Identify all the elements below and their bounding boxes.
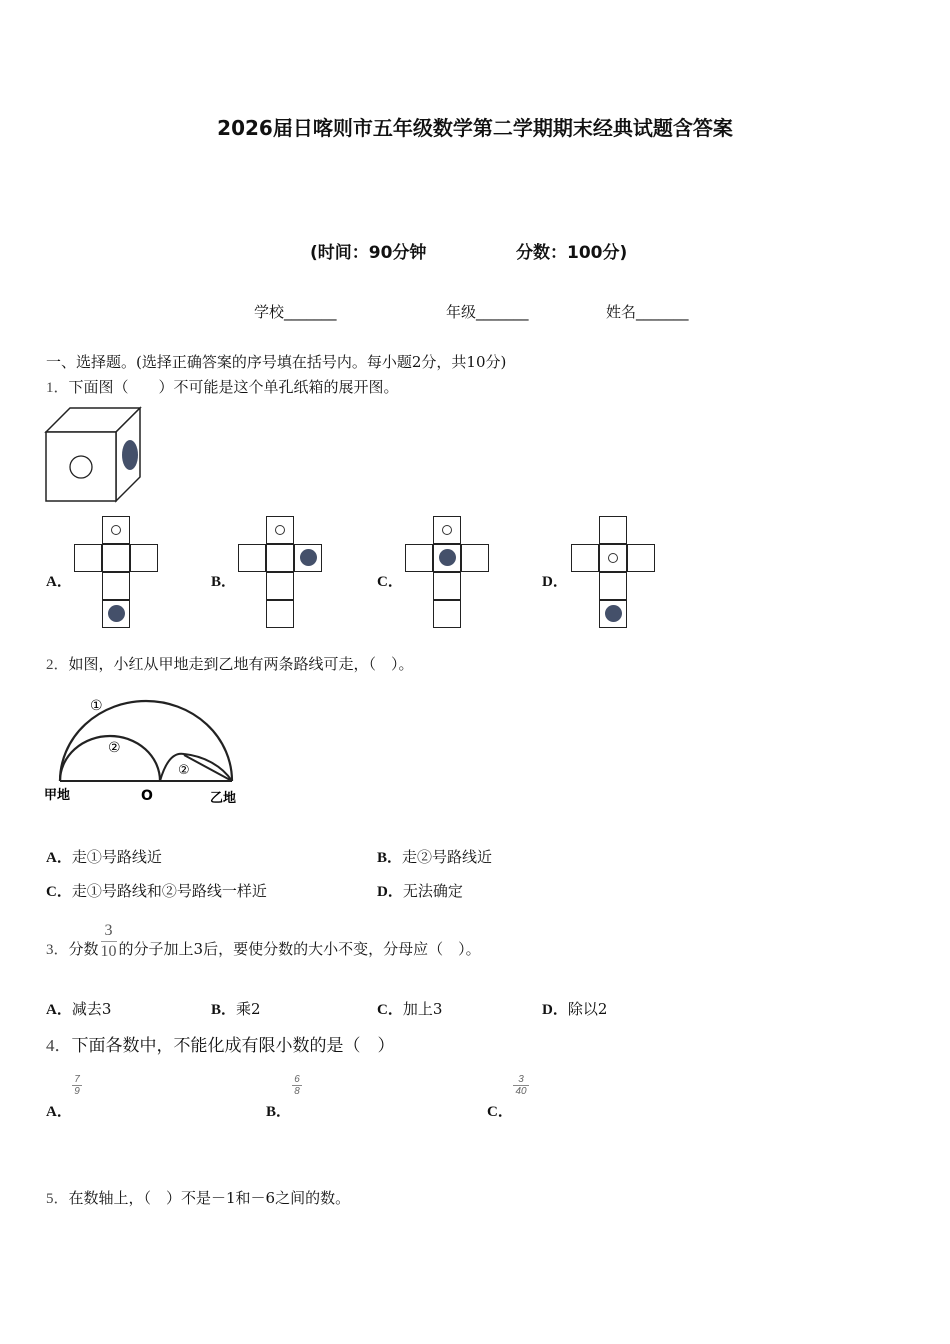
net-a: [74, 516, 158, 628]
question-text: 的分子加上3后，要使分数的大小不变，分母应（ ）。: [118, 940, 481, 958]
section-heading: 一、选择题。(选择正确答案的序号填在括号内。每小题2分，共10分): [46, 353, 507, 371]
question-1: [46, 376, 399, 397]
q4-fraction-c: 3 40: [513, 1074, 529, 1097]
q3-option-b[interactable]: B．乘2: [211, 1000, 261, 1018]
center-label: O: [141, 788, 153, 804]
page-title: 2026届日喀则市五年级数学第二学期期末经典试题含答案: [217, 116, 733, 140]
cube-figure: [44, 405, 144, 505]
end-label: 乙地: [210, 791, 237, 806]
grade-field[interactable]: 年级_______: [446, 303, 529, 321]
solid-dot-icon: [108, 605, 125, 622]
route-1-label: ①: [90, 698, 103, 714]
route-2-label: ②: [108, 740, 121, 756]
q3-option-c[interactable]: C．加上3: [377, 1000, 443, 1018]
question-text: 下面图（ ）不可能是这个单孔纸箱的展开图。: [68, 378, 399, 396]
question-4: [46, 1031, 395, 1056]
hollow-circle-icon: [608, 553, 618, 563]
solid-dot-icon: [439, 549, 456, 566]
q4-option-c[interactable]: C．: [487, 1104, 513, 1120]
q2-option-a[interactable]: A．走①号路线近: [46, 848, 162, 866]
question-number: 4．: [46, 1036, 72, 1055]
net-d: [571, 516, 655, 628]
route-2-label-small: ②: [178, 763, 190, 778]
hollow-circle-icon: [111, 525, 121, 535]
time-label: (时间：90分钟: [310, 243, 427, 263]
q2-option-b[interactable]: B．走②号路线近: [377, 848, 493, 866]
question-5: [46, 1187, 350, 1208]
question-text: 下面各数中，不能化成有限小数的是（ ）: [71, 1036, 395, 1056]
question-number: 1．: [46, 380, 69, 396]
start-label: 甲地: [44, 788, 71, 803]
solid-dot-icon: [300, 549, 317, 566]
net-b: [238, 516, 322, 628]
q4-option-a[interactable]: A．: [46, 1104, 72, 1120]
route-diagram: [44, 690, 259, 815]
school-field[interactable]: 学校_______: [254, 303, 337, 321]
q4-fraction-b: 6 8: [292, 1074, 302, 1097]
question-3: [46, 912, 481, 962]
question-text: 在数轴上，（ ）不是－1和－6之间的数。: [68, 1189, 351, 1207]
question-number: 2．: [46, 657, 69, 673]
hollow-circle-icon: [275, 525, 285, 535]
q3-option-a[interactable]: A．减去3: [46, 1000, 112, 1018]
q4-fraction-a: 7 9: [72, 1074, 82, 1097]
name-field[interactable]: 姓名_______: [606, 303, 689, 321]
question-number: 3．: [46, 942, 69, 958]
hollow-circle-icon: [442, 525, 452, 535]
q4-option-b[interactable]: B．: [266, 1104, 292, 1120]
solid-dot-icon: [605, 605, 622, 622]
fraction: $\frac{3}{10}$: [100, 922, 117, 960]
net-c: [405, 516, 489, 628]
question-text: 如图，小红从甲地走到乙地有两条路线可走，（ ）。: [68, 655, 414, 673]
q1-option-c[interactable]: C．: [377, 574, 403, 590]
question-number: 5．: [46, 1191, 69, 1207]
score-label: 分数：100分): [516, 243, 628, 263]
q2-option-d[interactable]: D．无法确定: [377, 882, 463, 900]
question-text: 分数: [68, 940, 99, 958]
q1-option-a[interactable]: A．: [46, 574, 72, 590]
q2-option-c[interactable]: C．走①号路线和②号路线一样近: [46, 882, 267, 900]
q1-option-b[interactable]: B．: [211, 574, 237, 590]
q3-option-d[interactable]: D．除以2: [542, 1000, 608, 1018]
q1-option-d[interactable]: D．: [542, 574, 568, 590]
question-2: [46, 653, 414, 674]
